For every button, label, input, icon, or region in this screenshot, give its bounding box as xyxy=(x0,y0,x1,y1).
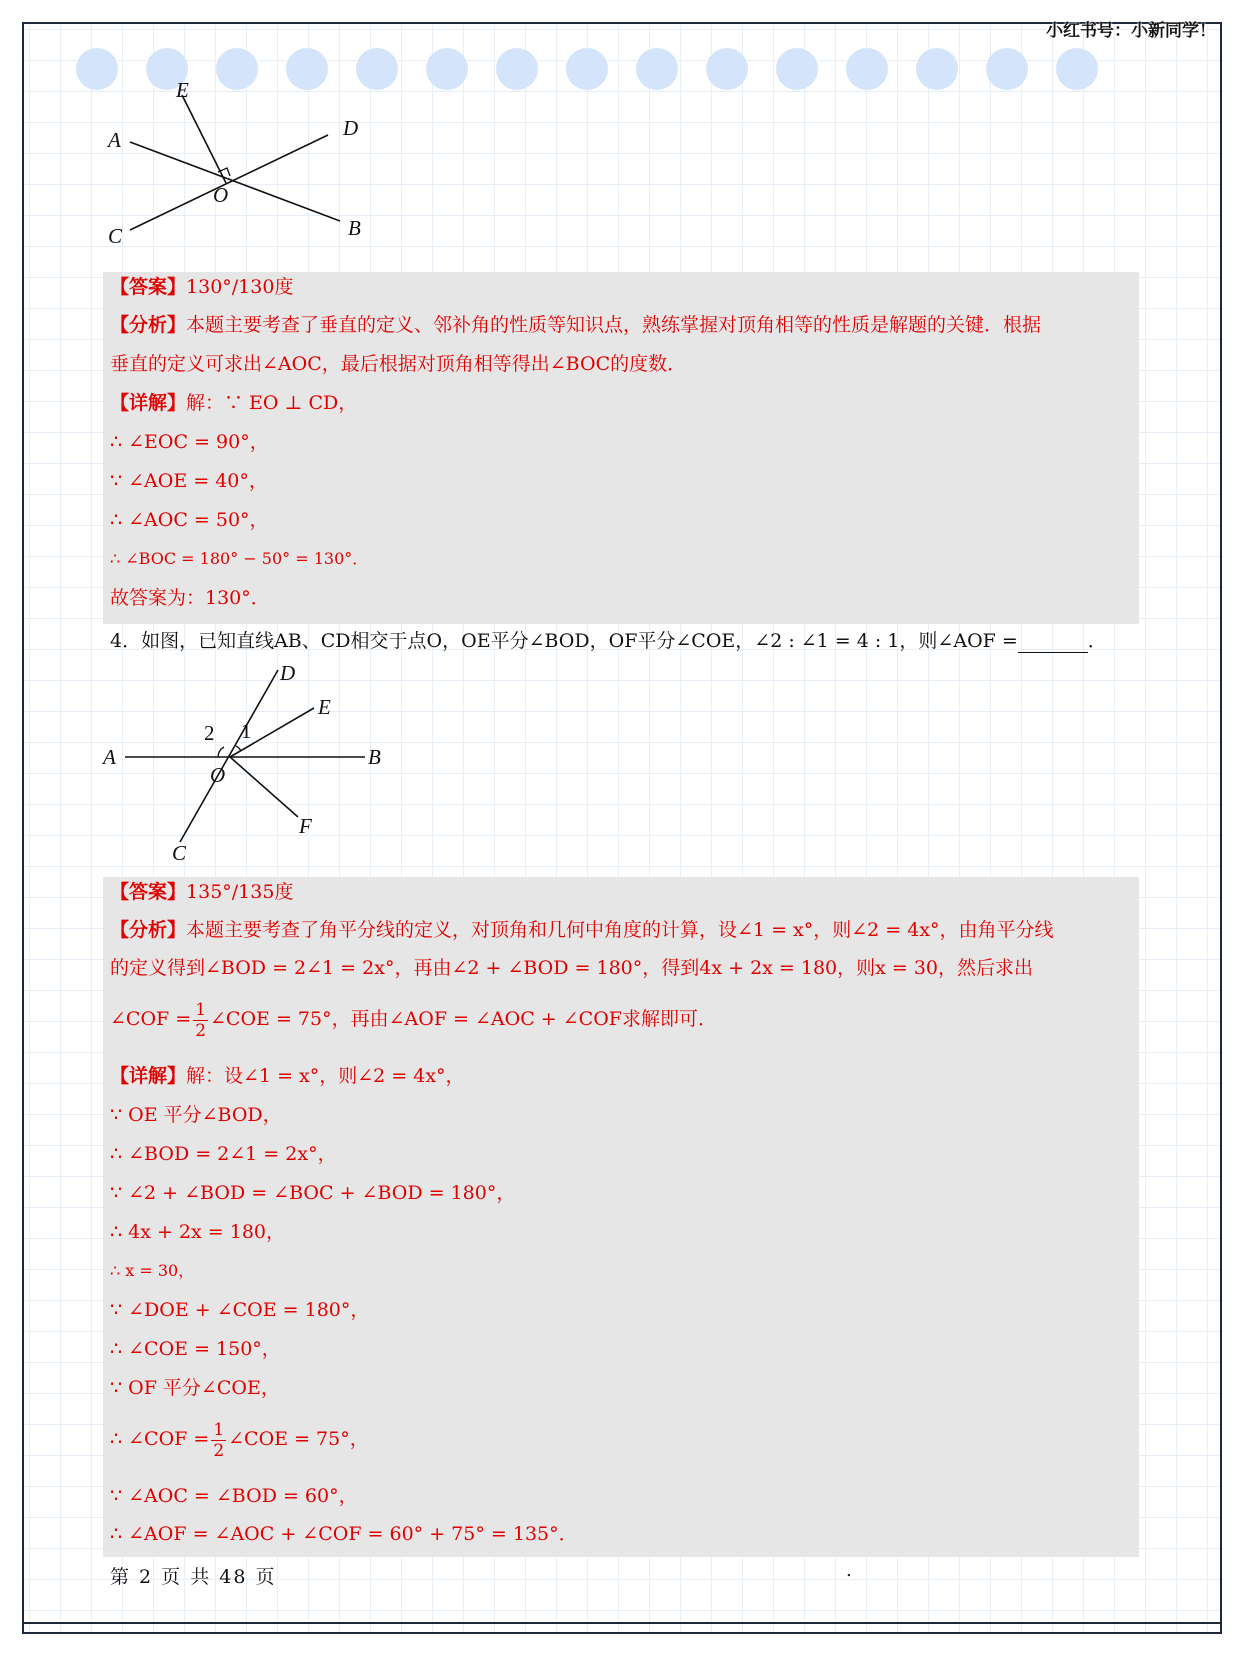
answer-line-1: 【答案】130°/130度 xyxy=(110,276,294,298)
step-line: ∴ 4x + 2x = 180， xyxy=(110,1221,285,1243)
binder-hole xyxy=(916,48,958,90)
line-AB xyxy=(130,142,340,221)
answer-blank[interactable] xyxy=(1018,634,1088,653)
step-line: ∵ OE 平分∠BOD， xyxy=(110,1104,282,1126)
label-A: A xyxy=(108,128,121,152)
answer-line-2: 【答案】135°/135度 xyxy=(110,881,294,903)
label-B: B xyxy=(348,216,361,240)
label-C: C xyxy=(172,841,187,865)
binder-hole xyxy=(846,48,888,90)
ray-OF xyxy=(230,757,298,817)
step-line: ∴ x = 30， xyxy=(110,1261,195,1280)
conclusion-line: 故答案为：130°． xyxy=(110,587,270,609)
label-E: E xyxy=(318,695,331,719)
label-angle-2: 2 xyxy=(204,721,215,745)
binder-hole xyxy=(1056,48,1098,90)
binder-hole xyxy=(426,48,468,90)
label-O: O xyxy=(210,763,226,787)
detail-line-1: 【详解】解：设∠1 = x°，则∠2 = 4x°， xyxy=(110,1065,465,1087)
analysis-line-1: 【分析】本题主要考查了角平分线的定义，对顶角和几何中角度的计算，设∠1 = x°，则∠2 = 4x°，由角平分线 xyxy=(110,919,1054,941)
analysis-line-3: ∠COF = $\frac{1}{2}$ ∠COE = 75°，再由∠AOF = ∠AOC + ∠COF求解即可． xyxy=(110,999,717,1041)
analysis-line-2: 的定义得到∠BOD = 2∠1 = 2x°，再由∠2 + ∠BOD = 180°，得到4x + 2x = 180，则x = 30，然后求出 xyxy=(110,957,1034,979)
angle-2-arc xyxy=(218,747,224,757)
figure-1-diagram xyxy=(100,75,380,265)
conclusion-line: ∴ ∠AOF = ∠AOC + ∠COF = 60° + 75° = 135°． xyxy=(110,1523,578,1545)
fraction: $\frac{1}{2}$ xyxy=(195,999,207,1041)
binder-hole xyxy=(566,48,608,90)
question-4: 4．如图，已知直线AB、CD相交于点O，OE平分∠BOD，OF平分∠COE，∠2 : ∠1 = 4 : 1，则∠AOF = ． xyxy=(110,630,1107,652)
step-line: ∴ ∠AOC = 50°， xyxy=(110,509,269,531)
step-line: ∵ OF 平分∠COE， xyxy=(110,1377,280,1399)
step-line-fraction: ∴ ∠COF = $\frac{1}{2}$ ∠COE = 75°， xyxy=(110,1419,369,1461)
binder-hole xyxy=(986,48,1028,90)
detail-line-1: 【详解】解：∵ EO ⊥ CD， xyxy=(110,392,358,414)
angle-1-arc xyxy=(236,746,241,751)
label-angle-1: 1 xyxy=(241,719,252,743)
label-D: D xyxy=(280,661,296,685)
watermark: 小红书号：小新同学！ xyxy=(1046,21,1216,41)
analysis-line-2: 垂直的定义可求出∠AOC，最后根据对顶角相等得出∠BOC的度数． xyxy=(110,353,687,375)
line-CD xyxy=(130,135,328,230)
step-line: ∴ ∠BOD = 2∠1 = 2x°， xyxy=(110,1143,337,1165)
step-line: ∵ ∠AOC = ∠BOD = 60°， xyxy=(110,1485,358,1507)
binder-hole xyxy=(776,48,818,90)
label-O: O xyxy=(213,183,229,207)
label-F: F xyxy=(299,814,312,838)
label-C: C xyxy=(108,224,123,248)
label-D: D xyxy=(343,116,359,140)
step-line: ∵ ∠DOE + ∠COE = 180°， xyxy=(110,1299,370,1321)
fraction: $\frac{1}{2}$ xyxy=(213,1419,225,1461)
binder-hole xyxy=(496,48,538,90)
step-line: ∵ ∠2 + ∠BOD = ∠BOC + ∠BOD = 180°， xyxy=(110,1182,516,1204)
footer-dot: . xyxy=(846,1560,852,1581)
line-CD xyxy=(180,670,278,842)
step-line: ∵ ∠AOE = 40°， xyxy=(110,470,268,492)
label-B: B xyxy=(368,745,381,769)
step-line: ∴ ∠EOC = 90°， xyxy=(110,431,269,453)
page-number: 第 2 页 共 48 页 xyxy=(110,1566,277,1588)
step-line: ∴ ∠COE = 150°， xyxy=(110,1338,281,1360)
figure-2-diagram xyxy=(100,660,400,870)
binder-hole xyxy=(636,48,678,90)
binder-hole xyxy=(706,48,748,90)
label-A: A xyxy=(103,745,116,769)
analysis-line-1: 【分析】本题主要考查了垂直的定义、邻补角的性质等知识点，熟练掌握对顶角相等的性质是解题的关键．根据 xyxy=(110,314,1042,336)
step-line: ∴ ∠BOC = 180° − 50° = 130°． xyxy=(110,549,369,568)
label-E: E xyxy=(176,78,189,102)
